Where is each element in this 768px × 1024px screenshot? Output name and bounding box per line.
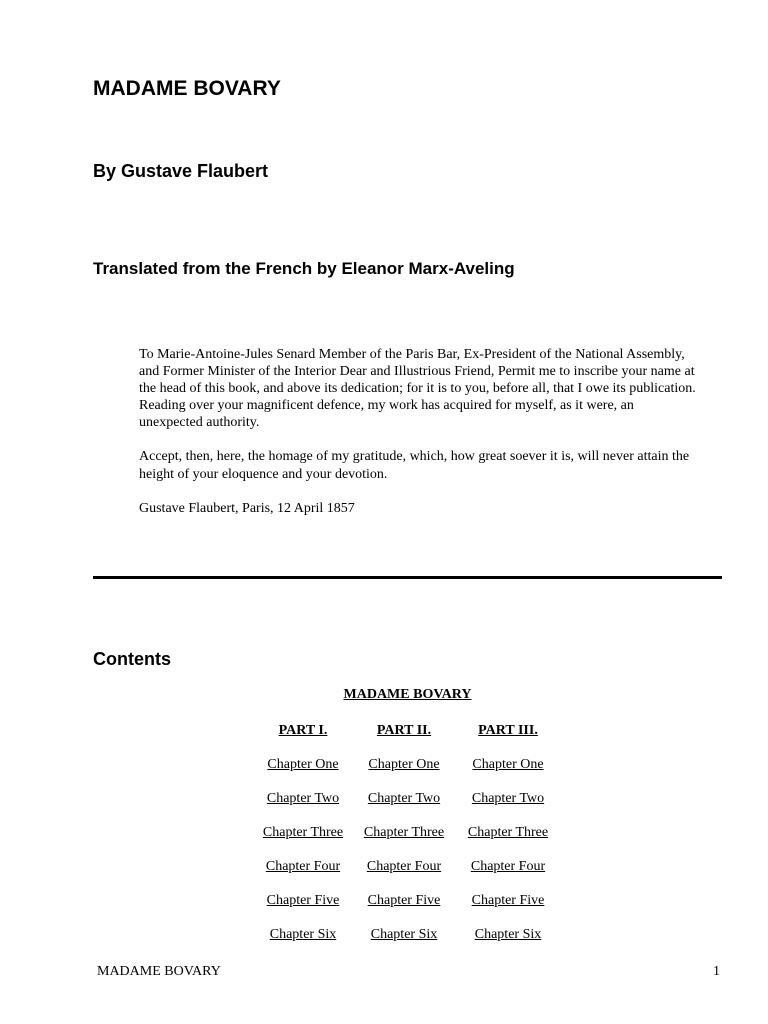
toc-chapter-row bbox=[252, 782, 562, 816]
toc-chapter-row bbox=[252, 918, 562, 952]
part-one-link[interactable]: PART I. bbox=[278, 723, 328, 738]
toc-chapter-row bbox=[252, 816, 562, 850]
part-two-chapter-three-link[interactable]: Chapter Three bbox=[363, 825, 445, 840]
book-title: MADAME BOVARY bbox=[93, 77, 281, 100]
part-one-chapter-four-link[interactable]: Chapter Four bbox=[265, 859, 341, 874]
part-three-chapter-one-link[interactable]: Chapter One bbox=[472, 757, 544, 772]
part-one-chapter-five-link[interactable]: Chapter Five bbox=[266, 893, 340, 908]
part-two-chapter-four-link[interactable]: Chapter Four bbox=[366, 859, 442, 874]
author-line: By Gustave Flaubert bbox=[93, 161, 269, 181]
dedication-signature: Gustave Flaubert, Paris, 12 April 1857 bbox=[139, 500, 355, 516]
part-three-chapter-three-link[interactable]: Chapter Three bbox=[467, 825, 549, 840]
toc-part-row bbox=[252, 714, 562, 748]
part-three-chapter-five-link[interactable]: Chapter Five bbox=[471, 893, 545, 908]
horizontal-rule bbox=[93, 576, 722, 579]
footer-running-title: MADAME BOVARY bbox=[97, 964, 221, 979]
dedication bbox=[139, 346, 699, 534]
translator-line: Translated from the French by Eleanor Marx-Aveling bbox=[93, 259, 515, 278]
part-one-chapter-six-link[interactable]: Chapter Six bbox=[269, 927, 337, 942]
part-one-chapter-two-link[interactable]: Chapter Two bbox=[266, 791, 340, 806]
toc-chapter-row bbox=[252, 748, 562, 782]
dedication-paragraph: To Marie-Antoine-Jules Senard Member of the Paris Bar, Ex-President of the National Assembly, and Former Minister of the Interior Dear and Illustrious Friend, Permit me to inscribe your name at the head of this book, and above its dedication; for it is to you, before all, that I owe its publication. Reading over your magnificent defence, my work has acquired for myself, as it were, an unexpected authority. bbox=[139, 347, 696, 431]
part-one-chapter-three-link[interactable]: Chapter Three bbox=[262, 825, 344, 840]
contents-heading: Contents bbox=[93, 649, 171, 669]
page-number: 1 bbox=[713, 964, 720, 979]
toc-chapter-row bbox=[252, 850, 562, 884]
part-two-chapter-five-link[interactable]: Chapter Five bbox=[367, 893, 441, 908]
part-one-chapter-one-link[interactable]: Chapter One bbox=[267, 757, 339, 772]
part-three-link[interactable]: PART III. bbox=[478, 723, 538, 738]
part-three-chapter-two-link[interactable]: Chapter Two bbox=[471, 791, 545, 806]
part-two-link[interactable]: PART II. bbox=[376, 723, 432, 738]
dedication-paragraph: Accept, then, here, the homage of my gratitude, which, how great soever it is, will never attain the height of your eloquence and your devotion. bbox=[139, 449, 690, 482]
part-two-chapter-one-link[interactable]: Chapter One bbox=[368, 757, 440, 772]
part-two-chapter-two-link[interactable]: Chapter Two bbox=[367, 791, 441, 806]
part-three-chapter-six-link[interactable]: Chapter Six bbox=[474, 927, 542, 942]
part-three-chapter-four-link[interactable]: Chapter Four bbox=[470, 859, 546, 874]
toc-chapter-row bbox=[252, 884, 562, 918]
part-two-chapter-six-link[interactable]: Chapter Six bbox=[370, 927, 438, 942]
toc-title-link[interactable]: MADAME BOVARY bbox=[343, 687, 472, 702]
table-of-contents bbox=[252, 714, 562, 952]
